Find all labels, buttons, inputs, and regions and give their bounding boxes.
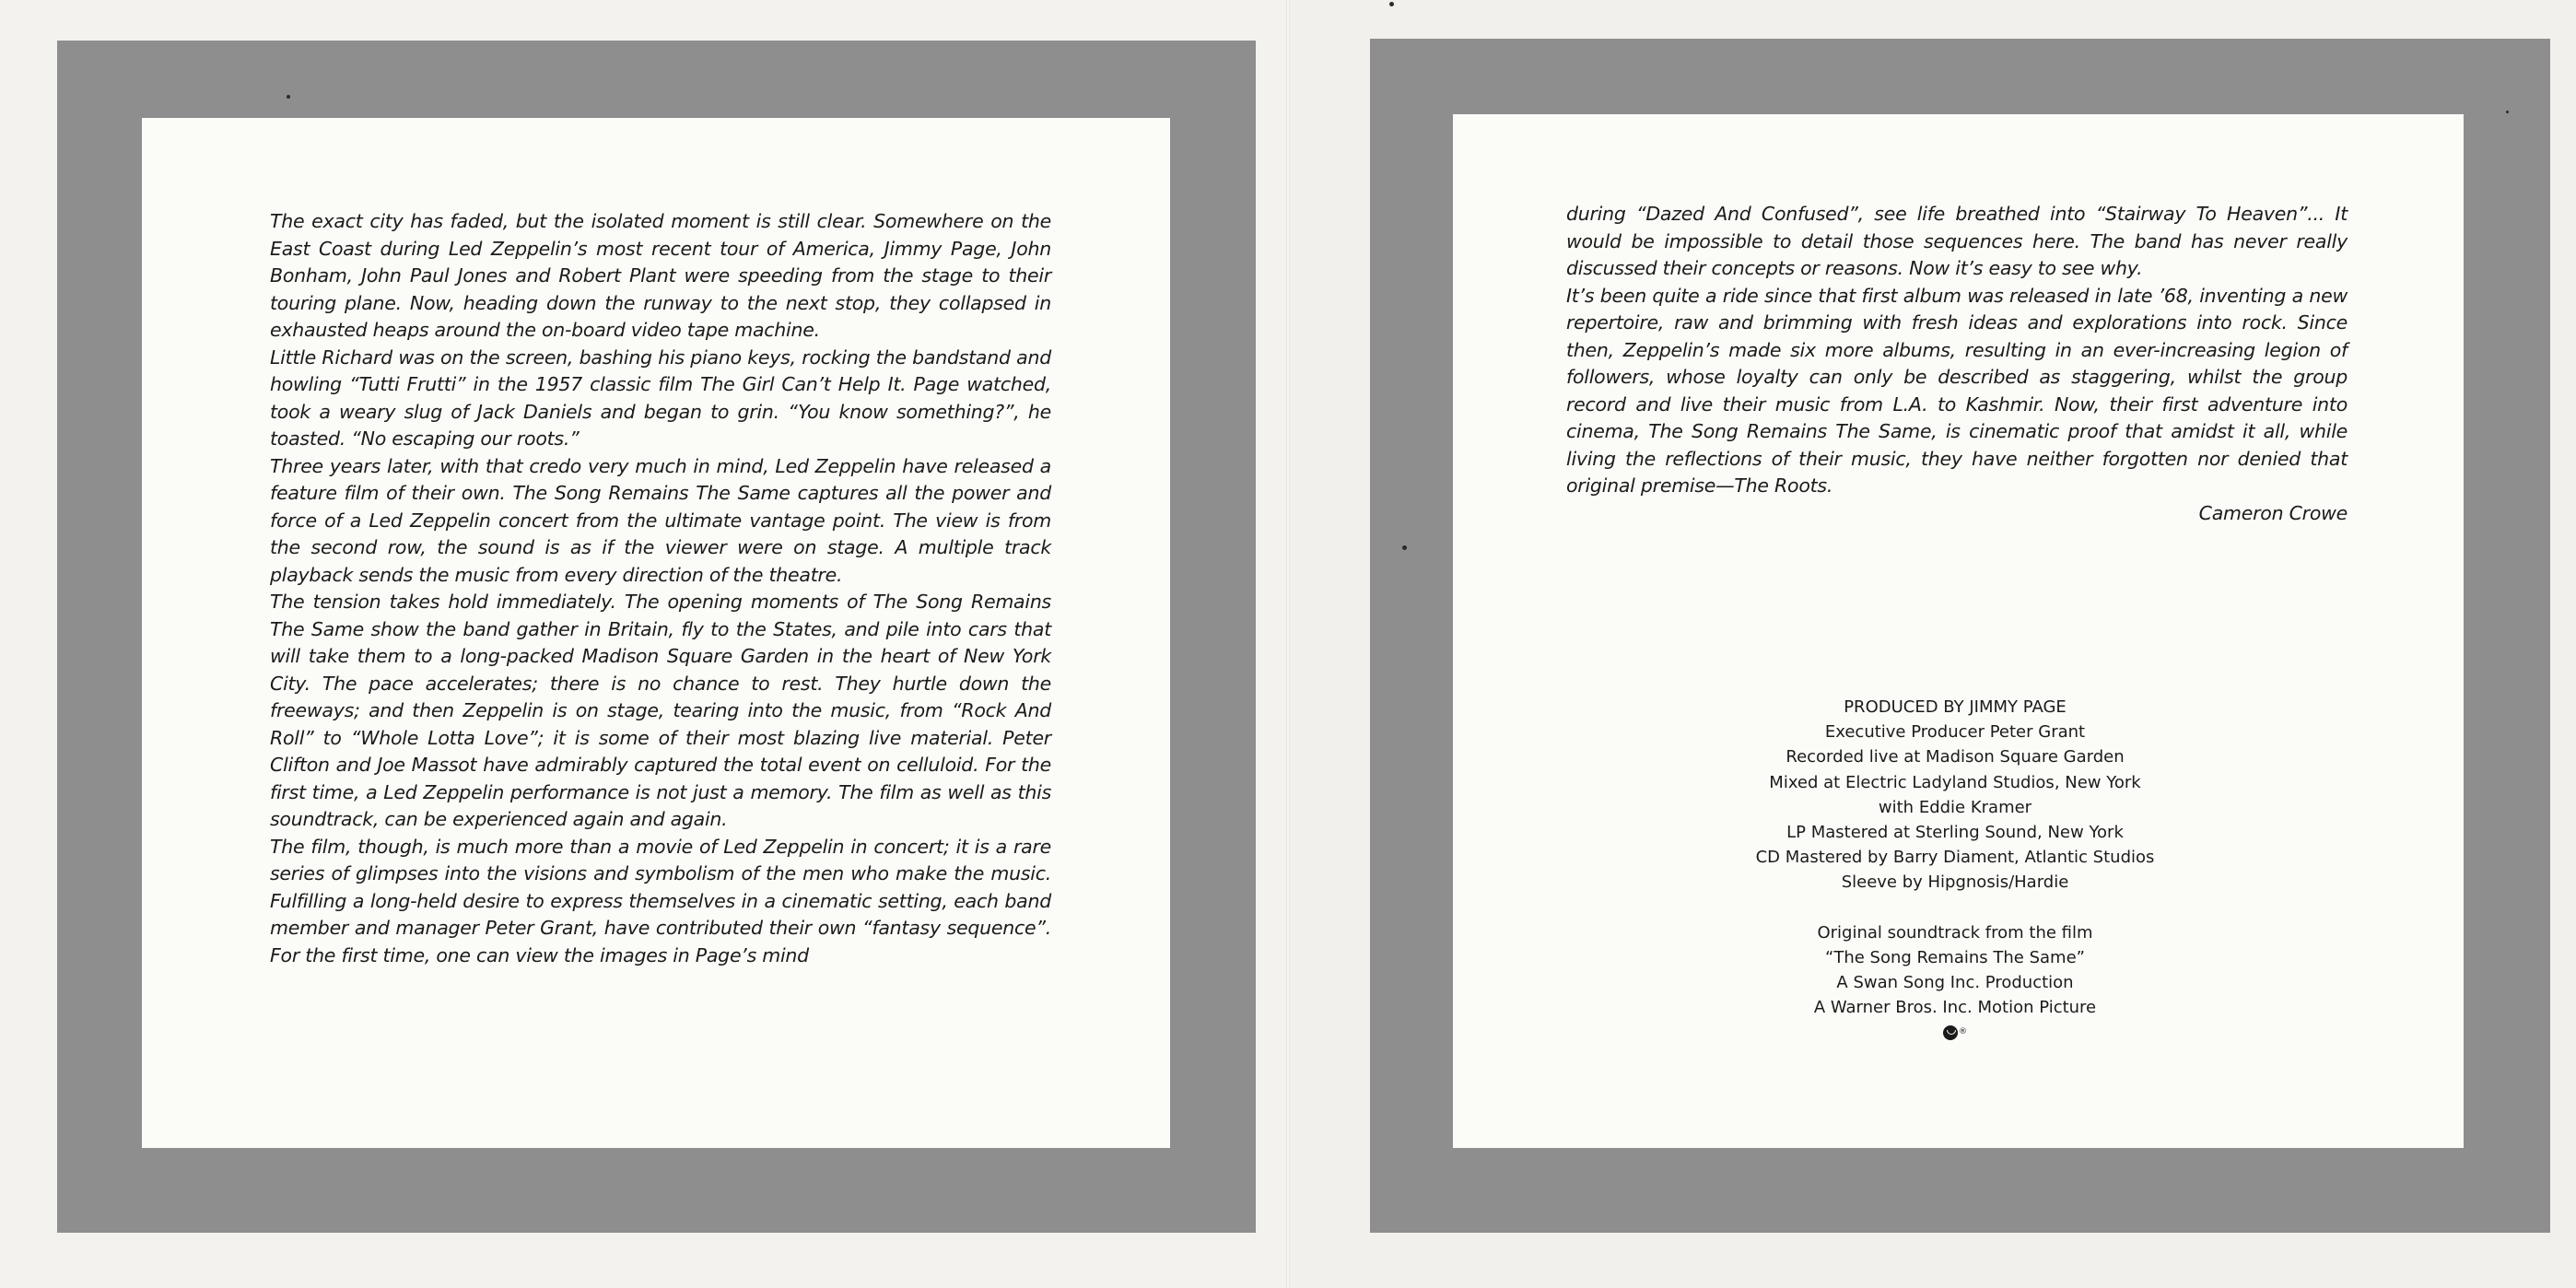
credits-spacer [1651,896,2259,920]
credit-production: A Swan Song Inc. Production [1836,973,2074,993]
credit-motion-picture: A Warner Bros. Inc. Motion Picture [1813,998,2097,1018]
essay-paragraph: It’s been quite a ride since that first album was released in late ’68, inventing a new repertoire, raw and brimming with fresh ideas and explorations into rock. Since then, Zeppelin’s made six more albums, resulting in an ever-increasing legion of followers, whose loyalty can only be described as staggering, whilst the group record and live their music from L.A. to Kashmir. Now, their first adventure into cinema, The Song Remains The Same, is cinematic proof that amidst it all, while living the reflections of their music, they have neither forgotten nor denied that original premise—The Roots. [1566,284,2348,497]
liner-notes-continuation [1566,201,2348,527]
essay-paragraph: The film, though, is much more than a movie of Led Zeppelin in concert; it is a rare series of glimpses into the visions and symbolism of the men who make the music. Fulfilling a long-held desire to express themselves in a cinematic setting, each band member and manager Peter Grant, have contributed their own “fantasy sequence”. For the first time, one can view the images in Page’s mind [270,835,1051,966]
booklet-fold [1286,0,1290,1288]
essay-paragraph: The tension takes hold immediately. The opening moments of The Song Remains The Same show the band gather in Britain, fly to the States, and pile into cars that will take them to a long-packed Madison Square Garden in the heart of New York City. The pace accelerates; there is no chance to rest. They hurtle down the freeways; and then Zeppelin is on stage, tearing into the music, from “Rock And Roll” to “Whole Lotta Love”; it is some of their most blazing live material. Peter Clifton and Joe Massot have admirably captured the total event on celluloid. For the first time, a Led Zeppelin performance is not just a memory. The film as well as this soundtrack, can be experienced again and again. [270,591,1051,830]
essay-author: Cameron Crowe [2198,501,2348,524]
credit-recorded: Recorded live at Madison Square Garden [1786,747,2125,767]
credit-mixed: Mixed at Electric Ladyland Studios, New York [1769,772,2141,792]
warner-logo-icon [1943,1025,1958,1040]
essay-paragraph: Little Richard was on the screen, bashing his piano keys, rocking the bandstand and howling “Tutti Frutti” in the 1957 classic film The Girl Can’t Help It. Page watched, took a weary slug of Jack Daniels and began to grin. “You know something?”, he toasted. “No escaping our roots.” [270,345,1051,450]
credit-engineer: with Eddie Kramer [1878,797,2032,817]
label-logo [1651,1020,2259,1048]
print-speck [287,95,290,99]
print-speck [1389,2,1394,6]
essay-paragraph: during “Dazed And Confused”, see life breathed into “Stairway To Heaven”... It would be impossible to detail those sequences here. The band has never really discussed their concepts or reasons. Now it’s easy to see why. [1566,203,2348,279]
album-credits [1651,695,2259,1048]
print-speck [1402,545,1407,550]
registered-mark: ® [1959,1027,1967,1037]
credit-cd-mastered: CD Mastered by Barry Diament, Atlantic Studios [1755,848,2155,868]
liner-notes-essay [270,208,1051,969]
essay-paragraph: Three years later, with that credo very much in mind, Led Zeppelin have released a feature film of their own. The Song Remains The Same captures all the power and force of a Led Zeppelin concert from the ultimate vantage point. The view is from the second row, the sound is as if the viewer were on stage. A multiple track playback sends the music from every direction of the theatre. [270,454,1051,586]
credit-executive-producer: Executive Producer Peter Grant [1824,722,2086,743]
credit-producer: PRODUCED BY JIMMY PAGE [1844,697,2067,717]
print-speck [2506,111,2509,113]
credit-film-title: “The Song Remains The Same” [1825,947,2085,967]
essay-paragraph: The exact city has faded, but the isolated moment is still clear. Somewhere on the East Coast during Led Zeppelin’s most recent tour of America, Jimmy Page, John Bonham, John Paul Jones and Robert Plant were speeding from the stage to their touring plane. Now, heading down the runway to the next stop, they collapsed in exhausted heaps around the on-board video tape machine. [270,210,1051,341]
credit-lp-mastered: LP Mastered at Sterling Sound, New York [1786,823,2124,843]
credit-soundtrack: Original soundtrack from the film [1817,922,2093,943]
credit-sleeve: Sleeve by Hipgnosis/Hardie [1841,872,2069,893]
